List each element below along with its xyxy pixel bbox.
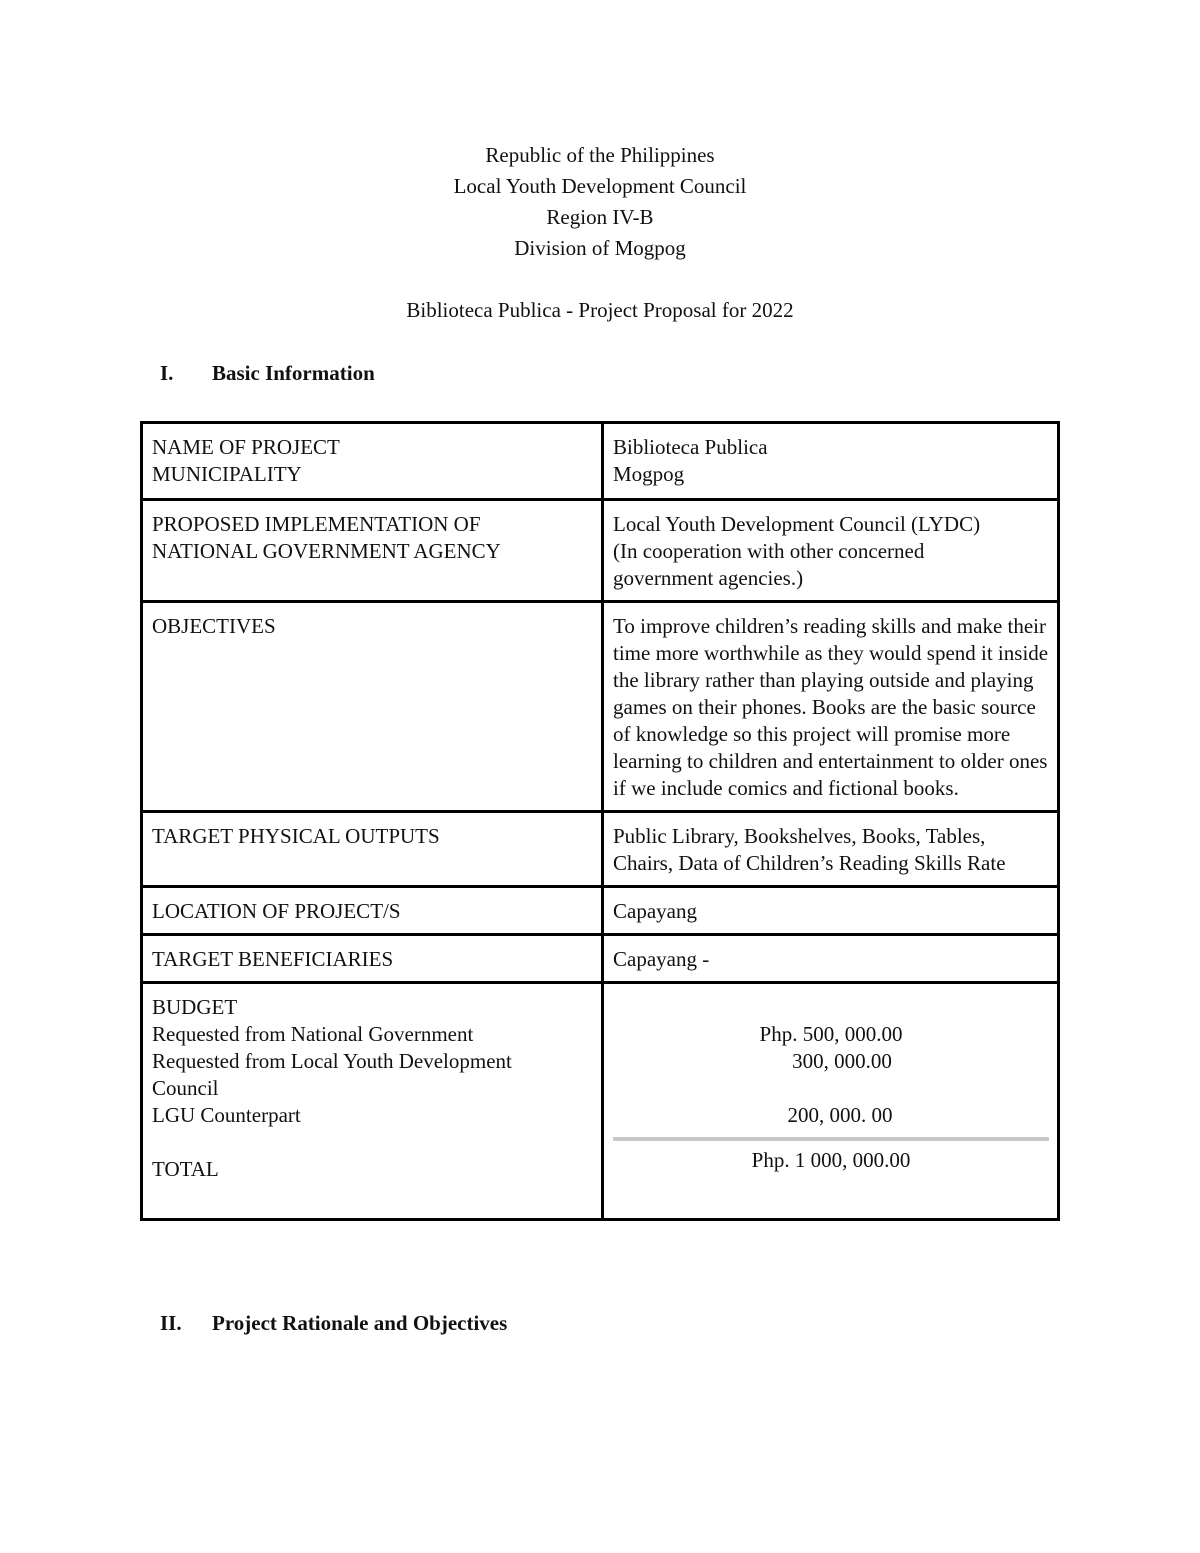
table-cell-value [603, 983, 1059, 1220]
document-title: Biblioteca Publica - Project Proposal for 2022 [406, 298, 794, 322]
table-cell-label [142, 935, 603, 983]
outputs-value: Public Library, Bookshelves, Books, Tables, Chairs, Data of Children’s Reading Skills Rate [613, 824, 1006, 875]
table-row-location [142, 887, 1059, 935]
table-cell-label [142, 500, 603, 602]
table-cell-label [142, 983, 603, 1220]
budget-total-label: TOTAL [152, 1157, 219, 1181]
outputs-label: TARGET PHYSICAL OUTPUTS [152, 824, 440, 848]
section-label: Basic Information [212, 361, 375, 385]
section-label: Project Rationale and Objectives [212, 1311, 508, 1335]
table-row-beneficiaries [142, 935, 1059, 983]
budget-lgu-label: LGU Counterpart [152, 1103, 301, 1127]
table-cell-label [142, 887, 603, 935]
budget-total-value: Php. 1 000, 000.00 [751, 1148, 911, 1172]
table-row-outputs [142, 812, 1059, 887]
location-label: LOCATION OF PROJECT/S [152, 899, 401, 923]
table-cell-label [142, 812, 603, 887]
table-cell-label [142, 423, 603, 500]
implementation-value-line1: Local Youth Development Council (LYDC) [613, 512, 981, 536]
header-line-division: Division of Mogpog [514, 236, 686, 260]
budget-lydc-label-line2: Council [152, 1076, 219, 1100]
budget-spacer [613, 994, 1049, 1021]
section-number: I. [160, 361, 174, 385]
table-cell-value [603, 935, 1059, 983]
objectives-label: OBJECTIVES [152, 614, 276, 638]
table-cell-value [603, 500, 1059, 602]
header-line-council: Local Youth Development Council [453, 174, 747, 198]
implementation-value-line3: government agencies.) [613, 566, 804, 590]
table-cell-value [603, 812, 1059, 887]
budget-national-value: Php. 500, 000.00 [759, 1022, 903, 1046]
location-value: Capayang [613, 899, 697, 923]
table-row-budget [142, 983, 1059, 1220]
document-header [0, 140, 1200, 326]
table-row-implementation [142, 500, 1059, 602]
total-divider [613, 1137, 1049, 1141]
table-row-name [142, 423, 1059, 500]
beneficiaries-label: TARGET BENEFICIARIES [152, 947, 394, 971]
budget-lydc-value: 300, 000.00 [792, 1049, 892, 1073]
name-of-project-value: Biblioteca Publica [613, 435, 768, 459]
header-line-republic: Republic of the Philippines [485, 143, 715, 167]
table-cell-label [142, 602, 603, 812]
section-heading-rationale [160, 1311, 507, 1336]
implementation-value-line2: (In cooperation with other concerned [613, 539, 925, 563]
implementation-label-line2: NATIONAL GOVERNMENT AGENCY [152, 539, 501, 563]
section-number: II. [160, 1311, 182, 1335]
municipality-label: MUNICIPALITY [152, 462, 302, 486]
section-heading-basic-information [160, 361, 375, 386]
budget-lydc-label-line1: Requested from Local Youth Development [152, 1049, 512, 1073]
implementation-label-line1: PROPOSED IMPLEMENTATION OF [152, 512, 481, 536]
budget-lgu-value: 200, 000. 00 [787, 1103, 893, 1127]
table-cell-value [603, 887, 1059, 935]
budget-national-label: Requested from National Government [152, 1022, 474, 1046]
table-cell-value [603, 602, 1059, 812]
objectives-value: To improve children’s reading skills and make their time more worthwhile as they would spend it inside the library rather than playing outside and playing games on their phones. Books are the basic source of knowledge so this project will promise more learning to children and entertainment to older ones if we include comics and fictional books. [613, 614, 1049, 800]
budget-spacer [613, 1075, 1049, 1102]
name-of-project-label: NAME OF PROJECT [152, 435, 340, 459]
beneficiaries-value: Capayang - [613, 947, 710, 971]
table-row-objectives [142, 602, 1059, 812]
budget-label: BUDGET [152, 995, 238, 1019]
table-cell-value [603, 423, 1059, 500]
basic-information-table [140, 421, 1060, 1221]
municipality-value: Mogpog [613, 462, 685, 486]
header-line-region: Region IV-B [546, 205, 654, 229]
